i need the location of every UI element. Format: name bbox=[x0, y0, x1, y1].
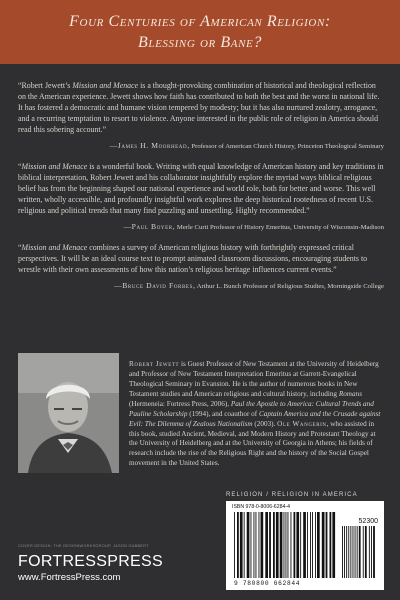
barcode-bar bbox=[269, 512, 271, 578]
barcode-addon-bar bbox=[357, 526, 358, 578]
quote-text: “Mission and Menace is a wonderful book. Writing with equal knowledge of American history and key traditions in biblical interpretation, Robert Jewett and his collaborator insightfully explore the myriad ways biblical religious belief has from the beginning shaped our national experience and world role, both for better and worse. This well written, wholly accessible, and profoundly insightful work explores the deep historical rootedness of recent U.S. religious and political trends that many find puzzling and unsettling. Highly recommended.” bbox=[18, 162, 384, 215]
barcode-addon-bar bbox=[373, 526, 375, 578]
barcode-addon-bar bbox=[344, 526, 345, 578]
quote-text: “Mission and Menace combines a survey of American religious history with forthrightly expressed critical perspectives. It will be an ideal course text to prompt animated classroom discussions, encouraging students to wrestle with their own assessments of how this nation’s religious heritage influences current events.” bbox=[18, 243, 368, 274]
barcode-addon-bar bbox=[369, 526, 370, 578]
barcode-bar bbox=[284, 512, 285, 578]
barcode-bar bbox=[265, 512, 268, 578]
author-section bbox=[18, 353, 384, 473]
barcode-bar bbox=[291, 512, 292, 578]
title-banner bbox=[0, 0, 400, 64]
endorsement-3 bbox=[18, 242, 384, 291]
barcode-bar bbox=[259, 512, 260, 578]
barcode-bar bbox=[326, 512, 328, 578]
barcode-bar bbox=[307, 512, 308, 578]
price-code: 52300 bbox=[358, 518, 378, 525]
barcode-bar bbox=[296, 512, 299, 578]
barcode-bar bbox=[280, 512, 283, 578]
barcode-addon-bar bbox=[355, 526, 356, 578]
book-category: RELIGION / RELIGION IN AMERICA bbox=[226, 492, 358, 498]
barcode-bar bbox=[240, 512, 243, 578]
author-bio: Robert Jewett is Guest Professor of New Testament at the University of Heidelberg and Professor of New Testament Interpretation Emeritus at Garrett-Evangelical Theological Seminary in Evanston. He is the author of numerous books in New Testament studies and American religious and cultural history, including Romans (Hermeneia: Fortress Press, 2006), Paul the Apostle to America: Cultural Trends and Pauline Scholarship (1994), and coauthor of Captain America and the Crusade against Evil: The Dilemma of Zealous Nationalism (2003). Ole Wangerin, who assisted in this book, studied Ancient, Medieval, and Modern History and Protestant Theology at the University of Heidelberg and at the University of Georgia in Athens; his fields of research include the rise of the Religious Right and the history of the Social Gospel movement in the United States. bbox=[129, 360, 381, 468]
barcode-bar bbox=[276, 512, 279, 578]
barcode-addon-bar bbox=[365, 526, 367, 578]
barcode-bar bbox=[234, 512, 235, 578]
barcode-addon-bar bbox=[342, 526, 343, 578]
barcode-addon-bar bbox=[371, 526, 372, 578]
quote-attribution: —Paul Boyer, Merle Curti Professor of History Emeritus, University of Wisconsin-Madison bbox=[123, 222, 384, 231]
endorsements bbox=[18, 80, 384, 301]
barcode-bar bbox=[303, 512, 306, 578]
barcode-bar bbox=[244, 512, 245, 578]
quote-attribution: —Bruce David Forbes, Arthur L. Bunch Professor of Religious Studies, Morningside College bbox=[114, 281, 384, 290]
barcode-bar bbox=[330, 512, 332, 578]
barcode-bar bbox=[288, 512, 289, 578]
isbn-barcode bbox=[226, 501, 384, 590]
barcode-bar bbox=[251, 512, 252, 578]
quote-attribution: —James H. Moorhead, Professor of American Church History, Princeton Theological Seminary bbox=[109, 141, 384, 150]
isbn-number: ISBN 978-0-8006-6284-4 bbox=[232, 504, 290, 510]
banner-title bbox=[15, 11, 385, 53]
endorsement-2 bbox=[18, 161, 384, 232]
barcode-addon-bar bbox=[353, 526, 354, 578]
barcode-bar bbox=[256, 512, 257, 578]
barcode-bar bbox=[315, 512, 316, 578]
barcode-addon-bar bbox=[363, 526, 364, 578]
barcode-bar bbox=[237, 512, 239, 578]
banner-title-line1: Four Centuries of American Religion: bbox=[69, 13, 331, 30]
barcode-bar bbox=[261, 512, 264, 578]
portrait-illustration bbox=[18, 353, 119, 473]
barcode-bar bbox=[286, 512, 287, 578]
cover-credit: COVER DESIGN: THE DESIGNWORKSGROUP, JASON GABBERT bbox=[18, 544, 149, 548]
author-portrait-image bbox=[18, 353, 119, 473]
barcode-addon-bar bbox=[359, 526, 361, 578]
barcode-bar bbox=[317, 512, 320, 578]
barcode-bar bbox=[322, 512, 325, 578]
banner-title-line2: Blessing or Bane? bbox=[138, 34, 262, 51]
quote-text: “Robert Jewett’s Mission and Menace is a thought-provoking combination of historical and theological reflection on the American experience. Jewett shows how faith has contributed to both the best and the worst in national life. It has fostered a democratic and humane vision tempered by modesty; but it has also nurtured zealotry, arrogance, and a recurring temptation to resort to violence. Anyone interested in the public role of religion in America should read this sobering account.” bbox=[18, 81, 380, 134]
barcode-bar bbox=[273, 512, 275, 578]
endorsement-1 bbox=[18, 80, 384, 151]
barcode-bar bbox=[254, 512, 255, 578]
barcode-bar bbox=[332, 512, 335, 578]
barcode-bar bbox=[310, 512, 311, 578]
barcode-addon-bar bbox=[350, 526, 351, 578]
barcode-addon-bar bbox=[346, 526, 347, 578]
barcode-bar bbox=[300, 512, 301, 578]
barcode-bar bbox=[294, 512, 296, 578]
barcode-bars bbox=[230, 512, 380, 580]
publisher-logo: FORTRESSPRESS bbox=[18, 553, 163, 570]
barcode-bar bbox=[247, 512, 250, 578]
barcode-bar bbox=[312, 512, 313, 578]
barcode-digits: 9 780800 662844 bbox=[234, 580, 301, 587]
publisher-website: www.FortressPress.com bbox=[18, 572, 121, 583]
barcode-addon-bar bbox=[348, 526, 349, 578]
